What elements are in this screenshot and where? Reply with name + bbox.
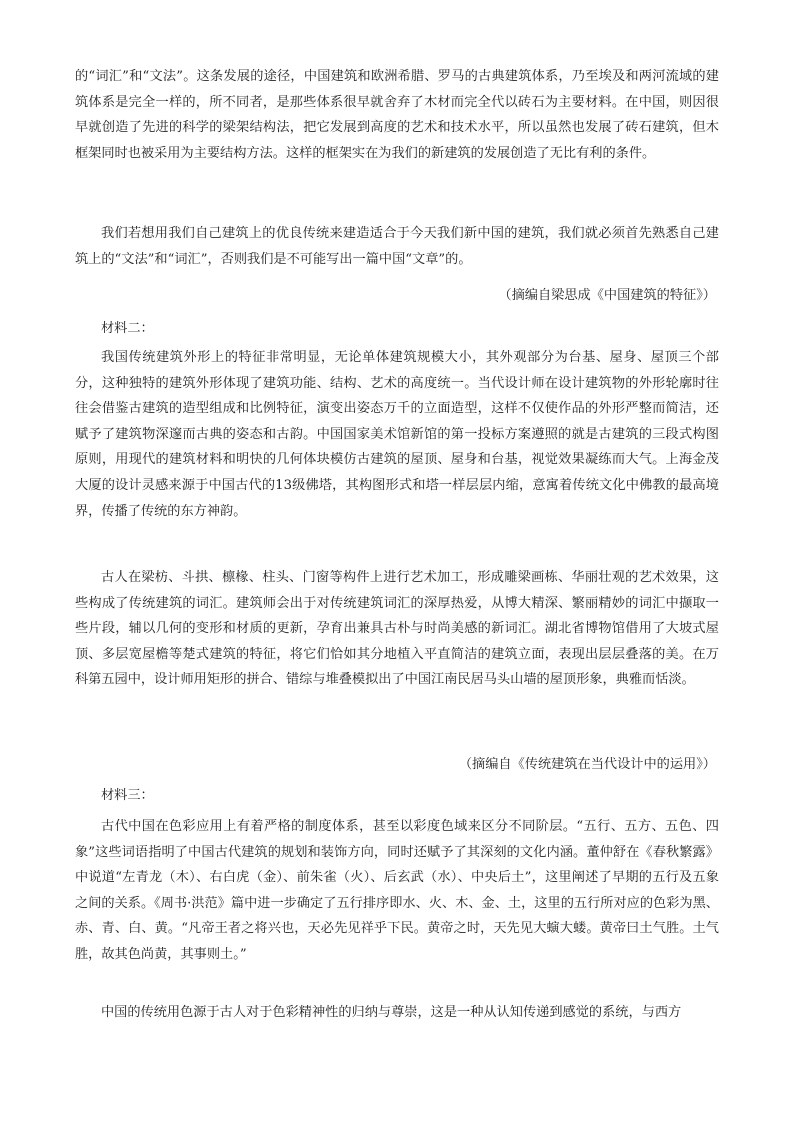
section-label-material-2: 材料二：	[101, 321, 154, 336]
paragraph-5: 古代中国在色彩应用上有着严格的制度体系，甚至以彩度色域来区分不同阶层。“五行、五方、五色、四象”这些词语指明了中国古代建筑的规划和装饰方向，同时还赋予了其深刻的文化内涵。董仲舒在《春秋繁露》中说道“左青龙（木）、右白虎（金）、前朱雀（火）、后玄武（水）、中央后土”，这里阐述了早期的五行及五象之间的关系。《周书·洪范》篇中进一步确定了五行排序即水、火、木、金、土，这里的五行所对应的色彩为黑、赤、青、白、黄。“凡帝王者之将兴也，天必先见祥乎下民。黄帝之时，天先见大螾大蝼。黄帝曰土气胜。土气胜，故其色尚黄，其事则土。”	[75, 819, 719, 962]
source-citation-2: （摘编自《传统建筑在当代设计中的运用》）	[458, 757, 716, 772]
paragraph-2: 我们若想用我们自己建筑上的优良传统来建造适合于今天我们新中国的建筑，我们就必须首先熟悉自己建筑上的“文法”和“词汇”，否则我们是不可能写出一篇中国“文章”的。	[75, 226, 719, 267]
section-label-material-3: 材料三：	[101, 788, 154, 803]
paragraph-1: 的“词汇”和“文法”。这条发展的途径，中国建筑和欧洲希腊、罗马的古典建筑体系，乃至埃及和两河流域的建筑体系是完全一样的，所不同者，是那些体系很早就舍弃了木材而完全代以砖石为主要材料。在中国，则因很早就创造了先进的科学的梁架结构法，把它发展到高度的艺术和技术水平，所以虽然也发展了砖石建筑，但木框架同时也被采用为主要结构方法。这样的框架实在为我们的新建筑的发展创造了无比有利的条件。	[75, 69, 719, 161]
paragraph-4: 古人在梁枋、斗拱、檩椽、柱头、门窗等构件上进行艺术加工，形成雕梁画栋、华丽壮观的艺术效果，这些构成了传统建筑的词汇。建筑师会出于对传统建筑词汇的深厚热爱，从博大精深、繁丽精妙的词汇中撷取一些片段，辅以几何的变形和材质的更新，孕育出兼具古朴与时尚美感的新词汇。湖北省博物馆借用了大坡式屋顶、多层宽屋檐等楚式建筑的特征，将它们恰如其分地植入平直简洁的建筑立面，表现出层层叠落的美。在万科第五园中，设计师用矩形的拼合、错综与堆叠模拟出了中国江南民居马头山墙的屋顶形象，典雅而恬淡。	[75, 570, 719, 688]
source-citation-1: （摘编自梁思成《中国建筑的特征》）	[498, 288, 716, 303]
paragraph-3: 我国传统建筑外形上的特征非常明显，无论单体建筑规模大小，其外观部分为台基、屋身、屋顶三个部分，这种独特的建筑外形体现了建筑功能、结构、艺术的高度统一。当代设计师在设计建筑物的外形轮廓时往往会借鉴古建筑的造型组成和比例特征，演变出姿态万千的立面造型，这样不仅使作品的外形严整而简洁，还赋予了建筑物深邃而古典的姿态和古韵。中国国家美术馆新馆的第一投标方案遵照的就是古建筑的三段式构图原则，用现代的建筑材料和明快的几何体块模仿古建筑的屋顶、屋身和台基，视觉效果凝练而大气。上海金茂大厦的设计灵感来源于中国古代的13级佛塔，其构图形式和塔一样层层内缩，意寓着传统文化中佛教的最高境界，传播了传统的东方神韵。	[75, 350, 719, 519]
paragraph-6: 中国的传统用色源于古人对于色彩精神性的归纳与尊崇，这是一种从认知传递到感觉的系统，与西方	[101, 1005, 682, 1020]
